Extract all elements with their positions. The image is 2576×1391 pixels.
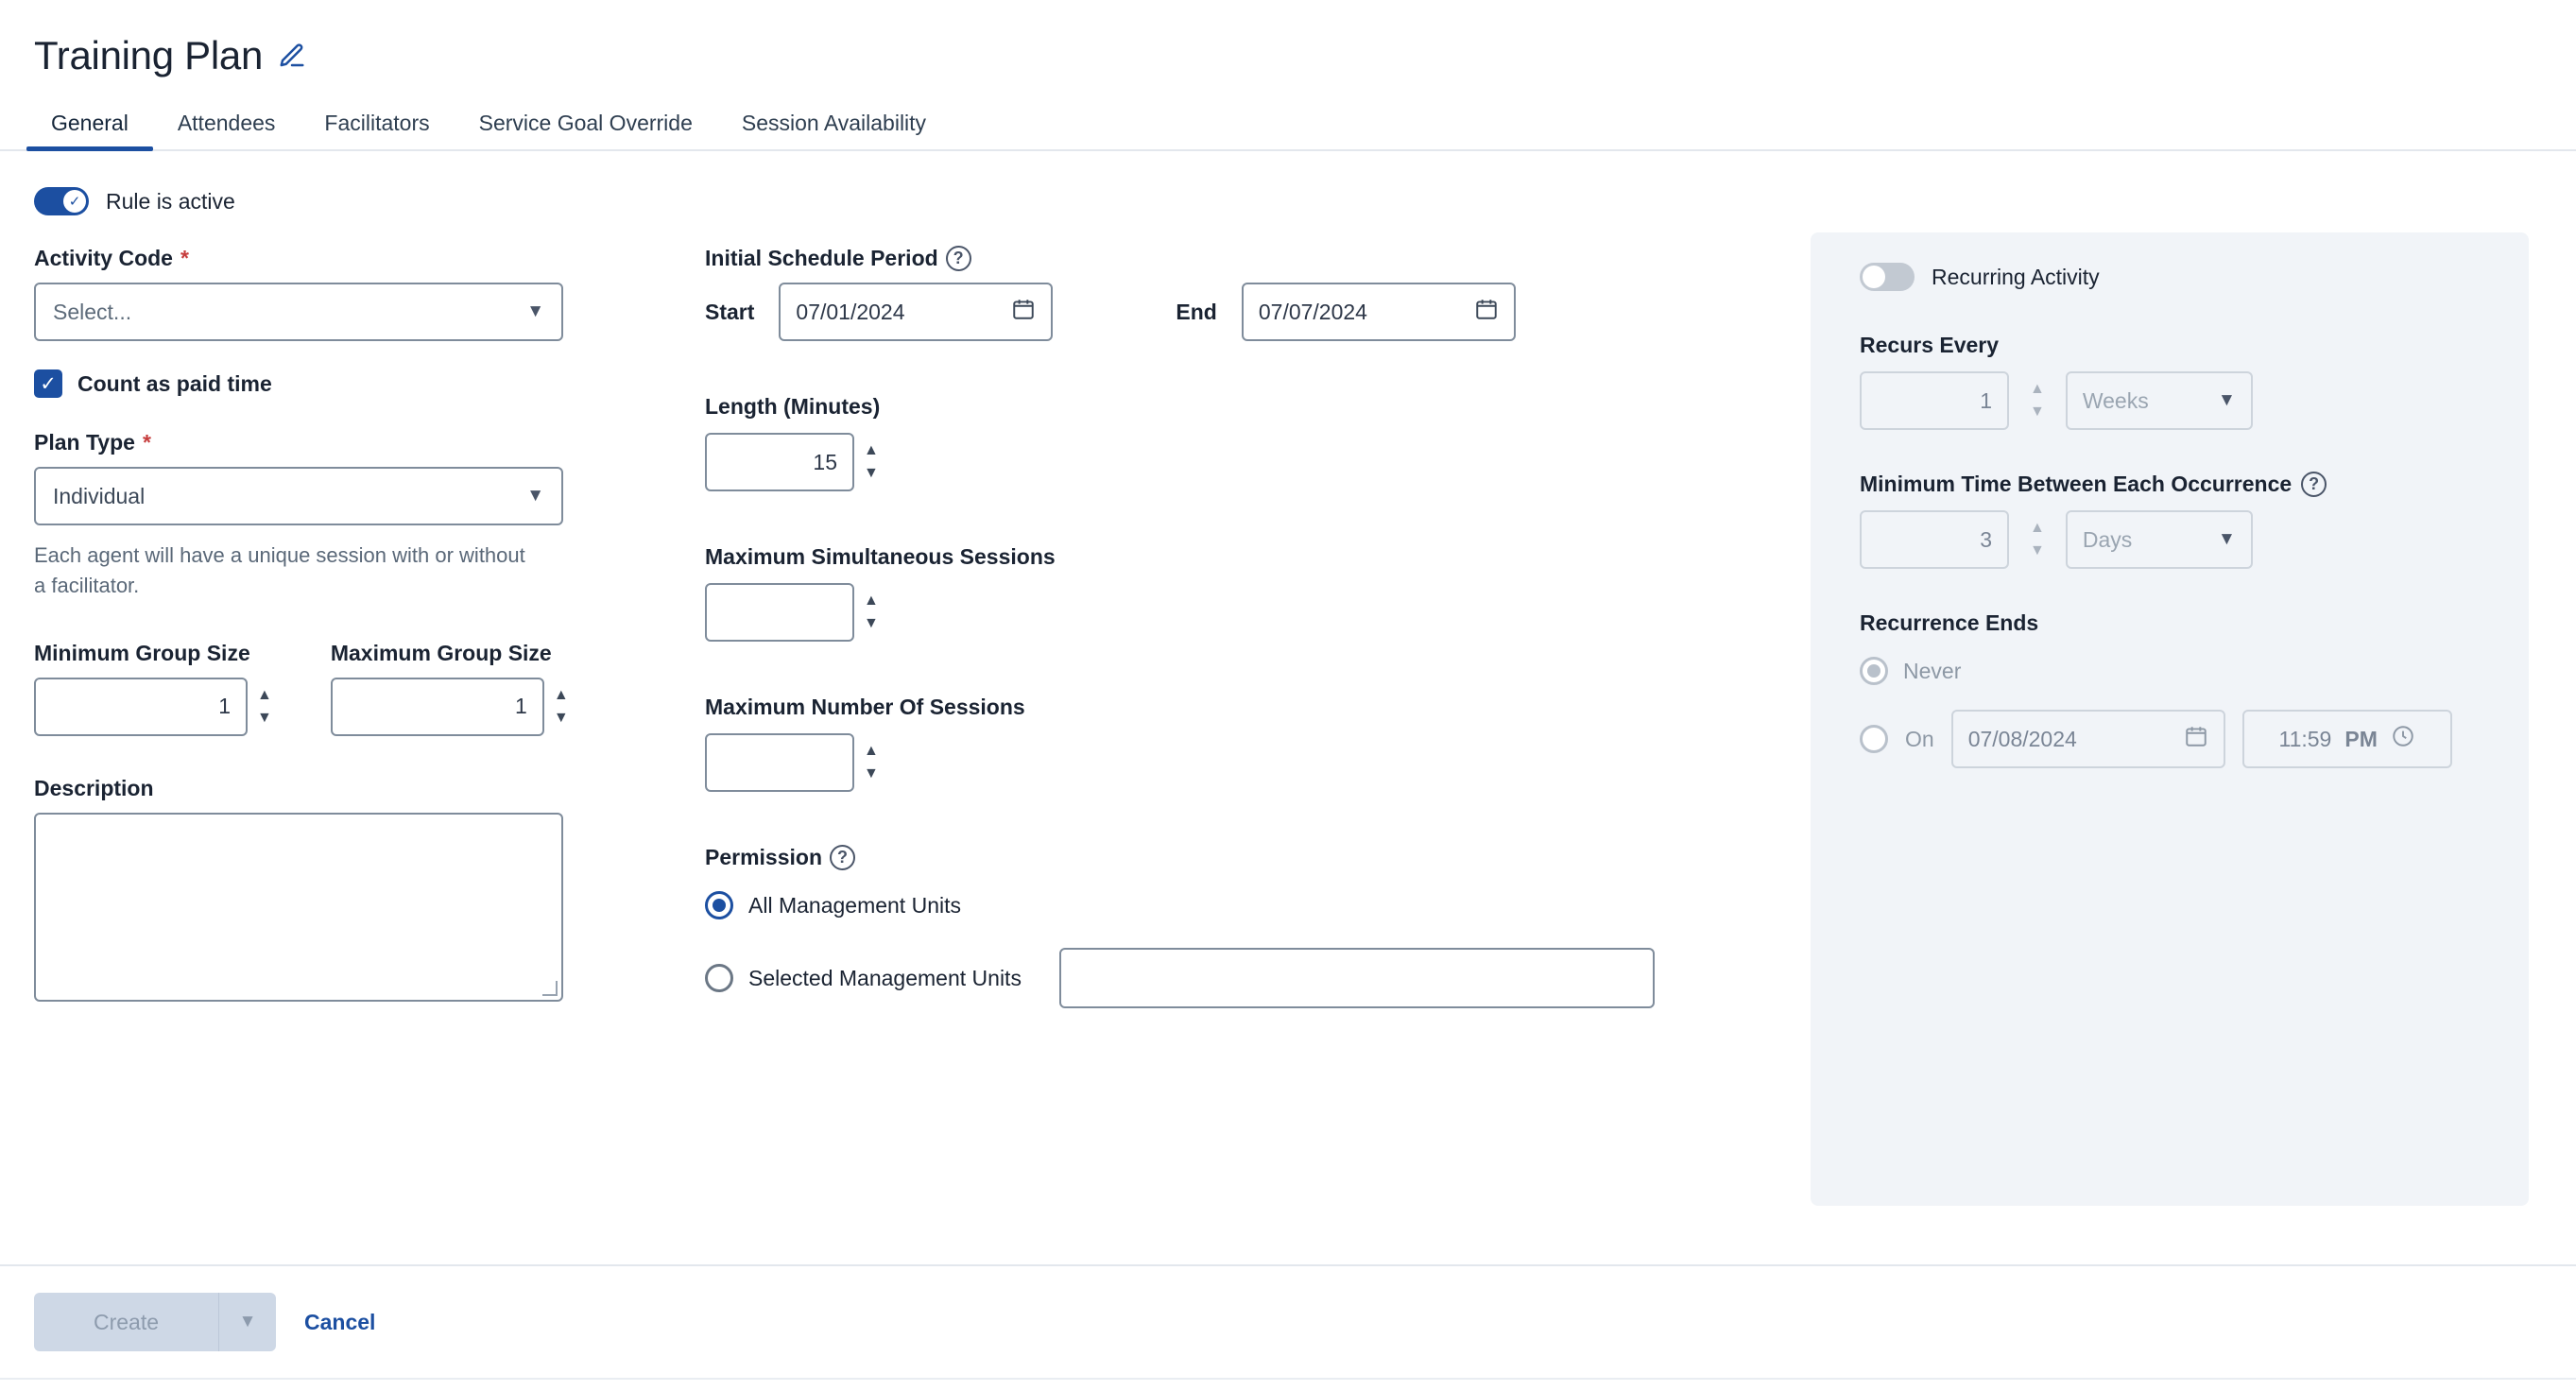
calendar-icon[interactable] (1474, 297, 1499, 327)
create-button[interactable]: Create (34, 1293, 219, 1351)
page-header (0, 0, 2576, 91)
form-body (0, 151, 2576, 1264)
activity-code-select[interactable] (34, 283, 563, 341)
rule-active-toggle[interactable] (34, 187, 89, 215)
radio-dot (713, 899, 726, 912)
activity-code-label (34, 246, 696, 271)
toggle-knob (1863, 266, 1885, 288)
spinner-up-icon[interactable]: ▲ (553, 686, 569, 703)
spinner-up-icon: ▲ (2030, 381, 2045, 397)
form-columns (0, 215, 2576, 1206)
chevron-down-icon: ▼ (526, 301, 544, 321)
max-group-size-input[interactable]: 1 (331, 678, 544, 736)
permission-section (705, 845, 1811, 1008)
recurrence-on-label: On (1905, 726, 1934, 751)
length-spinner[interactable] (864, 443, 879, 481)
tab-general[interactable]: General (26, 112, 153, 149)
permission-all-radio[interactable] (705, 891, 733, 919)
length-field (705, 394, 1811, 491)
required-marker: * (142, 430, 151, 455)
max-sessions-label: Maximum Number Of Sessions (705, 695, 1025, 719)
permission-all-label: All Management Units (748, 892, 961, 918)
permission-selected-row[interactable] (705, 948, 1811, 1008)
description-label: Description (34, 775, 154, 800)
plan-type-label-text: Plan Type (34, 430, 135, 455)
initial-schedule-period-text: Initial Schedule Period (705, 246, 938, 270)
recurs-every-row (1860, 371, 2480, 430)
spinner-down-icon: ▼ (2030, 404, 2045, 420)
left-column (34, 215, 696, 1206)
recurrence-on-radio (1860, 725, 1888, 753)
recurrence-on-time-input (2242, 710, 2452, 768)
max-group-size-spinner[interactable] (554, 688, 569, 726)
start-date-input[interactable] (779, 283, 1053, 341)
recurs-every-label: Recurs Every (1860, 333, 2000, 357)
middle-column (696, 215, 1811, 1206)
max-simultaneous-input[interactable] (705, 583, 854, 642)
recurrence-on-row (1860, 710, 2480, 768)
max-simultaneous-field (705, 544, 1811, 642)
spinner-down-icon[interactable]: ▼ (257, 709, 272, 726)
length-stepper (705, 433, 1811, 491)
max-sessions-stepper (705, 733, 1811, 792)
max-group-size-stepper (331, 678, 569, 736)
minimum-time-unit-value: Days (2082, 526, 2133, 552)
recurrence-on-time-value: 11:59 (2278, 726, 2332, 751)
max-sessions-spinner[interactable] (864, 744, 879, 781)
permission-all-row[interactable] (705, 891, 1811, 919)
count-as-paid-checkbox[interactable]: ✓ (34, 369, 62, 398)
recurring-activity-row (1860, 263, 2480, 291)
permission-label (705, 845, 1811, 870)
plan-type-helper-text: Each agent will have a unique session with or without a facilitator. (34, 543, 525, 597)
rule-active-row (0, 151, 2576, 215)
end-date-input[interactable] (1242, 283, 1516, 341)
calendar-icon (2184, 724, 2208, 754)
max-simultaneous-spinner[interactable] (864, 593, 879, 631)
bottom-strip (0, 1378, 2576, 1391)
activity-code-label-text: Activity Code (34, 246, 173, 270)
management-units-input[interactable] (1059, 948, 1655, 1008)
minimum-time-input: 3 (1860, 510, 2009, 569)
length-label: Length (Minutes) (705, 394, 881, 419)
permission-selected-radio[interactable] (705, 964, 733, 992)
count-as-paid-label: Count as paid time (77, 370, 272, 396)
recurrence-never-radio (1860, 657, 1888, 685)
rule-active-label: Rule is active (106, 188, 235, 214)
form-footer (0, 1264, 2576, 1378)
spinner-up-icon[interactable]: ▲ (864, 442, 879, 458)
tab-service-goal-override[interactable]: Service Goal Override (478, 111, 693, 135)
recurrence-on-date-value: 07/08/2024 (1967, 726, 2077, 751)
create-button-group[interactable] (34, 1293, 276, 1351)
max-group-size-label: Maximum Group Size (330, 640, 552, 665)
tab-bar (0, 91, 2576, 151)
recurring-activity-label: Recurring Activity (1932, 264, 2100, 289)
max-simultaneous-stepper (705, 583, 1811, 642)
chevron-down-icon: ▼ (2218, 529, 2236, 549)
recurs-every-input: 1 (1860, 371, 2009, 430)
spinner-up-icon: ▲ (2030, 520, 2045, 536)
end-label: End (1176, 299, 1217, 324)
schedule-period-row (705, 283, 1811, 341)
plan-type-value: Individual (53, 483, 146, 508)
spinner-up-icon[interactable]: ▲ (864, 743, 879, 759)
description-textarea[interactable] (34, 813, 563, 1002)
permission-selected-label: Selected Management Units (748, 965, 1022, 990)
toggle-knob-check-icon: ✓ (63, 190, 86, 213)
plan-type-select[interactable] (34, 467, 563, 525)
activity-code-value: Select... (53, 299, 132, 324)
spinner-down-icon[interactable]: ▼ (553, 709, 569, 726)
required-marker: * (180, 246, 189, 270)
spinner-down-icon[interactable]: ▼ (864, 615, 879, 631)
recurrence-on-date-input (1951, 710, 2225, 768)
minimum-time-unit-select (2066, 510, 2253, 569)
tab-attendees[interactable]: Attendees (177, 111, 276, 135)
recurring-activity-toggle[interactable] (1860, 263, 1915, 291)
max-simultaneous-label: Maximum Simultaneous Sessions (705, 544, 1056, 569)
minimum-time-label (1860, 472, 2480, 497)
calendar-icon[interactable] (1011, 297, 1036, 327)
min-group-size-label: Minimum Group Size (34, 640, 250, 665)
recurrence-on-meridiem: PM (2344, 726, 2378, 751)
recurrence-ends-label: Recurrence Ends (1860, 610, 2039, 635)
plan-type-label (34, 430, 696, 455)
recurs-every-unit-value: Weeks (2082, 387, 2149, 413)
spinner-down-icon: ▼ (2030, 542, 2045, 558)
clock-icon (2391, 724, 2415, 754)
spinner-up-icon[interactable]: ▲ (257, 686, 272, 703)
help-icon[interactable]: ? (2301, 472, 2327, 497)
spinner-up-icon[interactable]: ▲ (864, 592, 879, 609)
recurrence-never-row (1860, 657, 2480, 685)
spinner-down-icon[interactable]: ▼ (864, 765, 879, 781)
page-title: Training Plan (34, 33, 264, 77)
min-group-size-spinner[interactable] (257, 688, 272, 726)
minimum-time-row (1860, 510, 2480, 569)
max-sessions-field (705, 695, 1811, 792)
pencil-icon[interactable] (278, 42, 306, 70)
max-sessions-input[interactable] (705, 733, 854, 792)
help-icon[interactable]: ? (830, 845, 855, 870)
recurs-every-unit-select (2066, 371, 2253, 430)
create-dropdown-caret-icon[interactable]: ▼ (219, 1293, 276, 1351)
spinner-down-icon[interactable]: ▼ (864, 465, 879, 481)
group-size-row (34, 641, 696, 736)
count-as-paid-row (34, 369, 696, 398)
min-group-size-stepper (34, 678, 272, 736)
initial-schedule-period-label (705, 246, 1811, 271)
cancel-button[interactable]: Cancel (304, 1309, 376, 1334)
recurrence-never-label: Never (1903, 658, 1962, 683)
min-group-size-input[interactable]: 1 (34, 678, 248, 736)
recurs-every-spinner (2030, 382, 2045, 420)
description-field (34, 776, 696, 1002)
radio-dot (1867, 664, 1880, 678)
start-date-value: 07/01/2024 (796, 299, 905, 324)
minimum-time-spinner (2030, 521, 2045, 558)
min-group-size-field (34, 641, 272, 736)
length-input[interactable]: 15 (705, 433, 854, 491)
max-group-size-field (331, 641, 569, 736)
permission-label-text: Permission (705, 845, 822, 869)
chevron-down-icon: ▼ (2218, 390, 2236, 410)
start-label: Start (705, 299, 755, 324)
recurrence-panel (1811, 232, 2529, 1206)
tab-session-availability[interactable]: Session Availability (741, 111, 927, 135)
end-date-value: 07/07/2024 (1258, 299, 1367, 324)
minimum-time-label-text: Minimum Time Between Each Occurrence (1860, 472, 2293, 496)
help-icon[interactable]: ? (946, 246, 971, 271)
tab-facilitators[interactable]: Facilitators (324, 111, 430, 135)
chevron-down-icon: ▼ (526, 486, 544, 506)
